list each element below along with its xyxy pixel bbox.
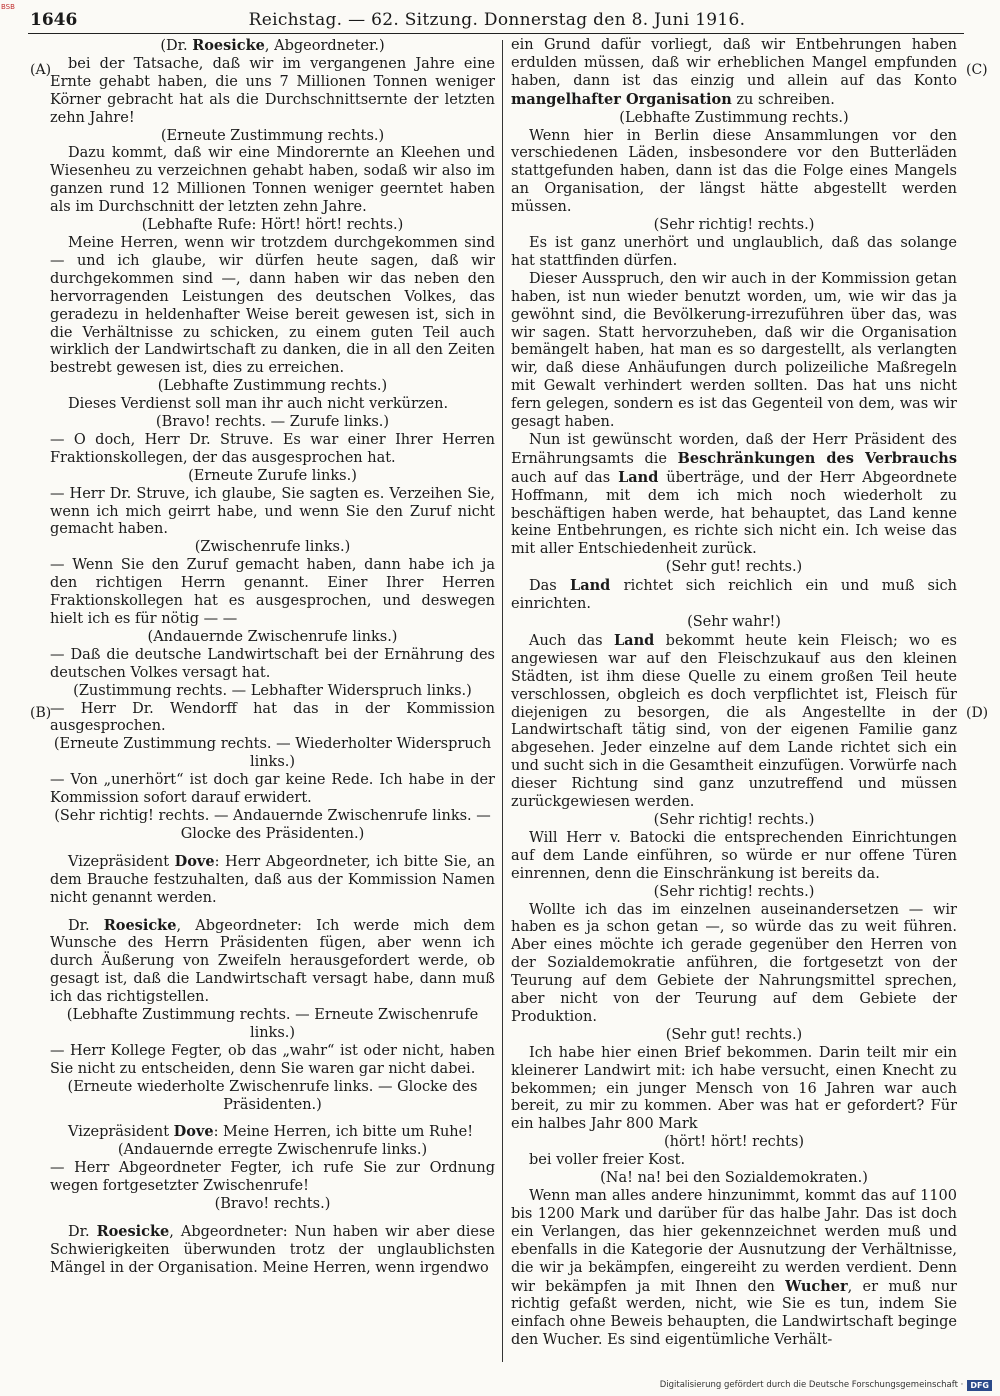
paragraph: — Herr Abgeordneter Fegter, ich rufe Sie zur Ordnung wegen fortgesetzter Zwischenrufe! xyxy=(50,1160,495,1195)
paragraph: (Lebhafte Zustimmung rechts. — Erneute Zwischenrufe links.) xyxy=(66,1007,479,1041)
paragraph: bei voller freier Kost. xyxy=(529,1152,686,1169)
paragraph: — Wenn Sie den Zuruf gemacht haben, dann habe ich ja den richtigen Herrn genannt. Einer Ihrer Herren Fraktionskollegen hat es ausgesprochen, und deswegen hielt ich es für nötig — — xyxy=(50,557,495,627)
paragraph: Wenn hier in Berlin diese Ansammlungen vor den verschiedenen Läden, insbesondere vor den Butterläden stattgefunden haben, dann ist das die Folge eines Mangels an Organisation, der längst hätte abgestellt werden müssen. xyxy=(511,127,957,216)
paragraph: (Sehr richtig! rechts.) xyxy=(653,811,815,828)
paragraph: Vizepräsident Dove: Herr Abgeordneter, ich bitte Sie, an dem Brauche festzuhalten, daß aus der Kommission Namen nicht genannt werden. xyxy=(50,852,495,906)
paragraph: (Sehr wahr!) xyxy=(687,614,781,630)
paragraph: bei der Tatsache, daß wir im vergangenen Jahre eine Ernte gehabt haben, die uns 7 Millionen Tonnen weniger Körner gebracht hat als die Durchschnittsernte der letzten zehn Jahre! xyxy=(50,55,495,126)
paragraph: (Erneute Zustimmung rechts.) xyxy=(160,127,385,144)
paragraph: Nun ist gewünscht worden, daß der Herr Präsident des Ernährungsamts die Beschränkungen des Verbrauchs auch auf das Land überträge, und der Herr Abgeordnete Hoffmann, mit dem ich mich noch wiederholt zu beschäftigen haben werde, hat behauptet, das Land kenne keine Entbehrungen, es richte sich nicht ein. Ich weise das mit aller Entschiedenheit zurück. xyxy=(511,431,957,558)
paragraph: (Erneute wiederholte Zwischenrufe links. — Glocke des Präsidenten.) xyxy=(67,1078,478,1113)
paragraph: (Na! na! bei den Sozialdemokraten.) xyxy=(600,1170,868,1187)
paragraph: ein Grund dafür vorliegt, daß wir Entbehrungen haben erdulden müssen, daß wir erheblichen Mangel empfunden haben, dann ist das einzig und allein auf das Konto mangelhafter Organisation zu schreiben. xyxy=(511,37,957,108)
paragraph: Das Land richtet sich reichlich ein und muß sich einrichten. xyxy=(511,577,957,613)
paragraph: Es ist ganz unerhört und unglaublich, daß das solange hat stattfinden dürfen. xyxy=(511,234,957,269)
dfg-logo: DFG xyxy=(967,1380,992,1391)
paragraph: Dazu kommt, daß wir eine Mindorernte an Kleehen und Wiesenheu zu verzeichnen gehabt haben, sodaß wir also im ganzen rund 12 Millionen Tonnen weniger geerntet haben als im Durchschnitt der letzten zehn Jahre. xyxy=(50,145,495,216)
paragraph: (Erneute Zustimmung rechts. — Wiederholter Widerspruch links.) xyxy=(53,736,492,771)
paragraph: Ich habe hier einen Brief bekommen. Darin teilt mir ein kleinerer Landwirt mit: ich habe versucht, einen Knecht zu bekommen; ein junger Mensch von 16 Jahren war auch bereit, zu mir zu kommen. Aber was hat er gefordert? Für ein halbes Jahr 800 Mark xyxy=(511,1044,957,1133)
paragraph: — Daß die deutsche Landwirtschaft bei der Ernährung des deutschen Volkes versagt hat. xyxy=(50,646,495,681)
left-column xyxy=(50,37,495,1365)
paragraph: (Lebhafte Rufe: Hört! hört! rechts.) xyxy=(141,217,404,234)
paragraph: (Sehr gut! rechts.) xyxy=(665,1026,803,1043)
paragraph: Meine Herren, wenn wir trotzdem durchgekommen sind — und ich glaube, wir dürfen heute sagen, daß wir durchgekommen sind —, dann haben wir das neben den hervorragenden Leistungen des deutschen Volkes, das geradezu in heldenhafter Weise bereit gewesen ist, sich in die Verhältnisse zu schicken, zu einem guten Teil auch wirklich der Landwirtschaft zu danken, die in all den Zeiten bestrebt gewesen ist, dies zu erreichen. xyxy=(50,234,495,377)
paragraph: Dr. Roesicke, Abgeordneter: Nun haben wir aber diese Schwierigkeiten überwunden trotz der unglaublichsten Mängel in der Organisation. Meine Herren, wenn irgendwo xyxy=(50,1223,495,1276)
paragraph: — Herr Dr. Struve, ich glaube, Sie sagten es. Verzeihen Sie, wenn ich mich geirrt habe, und wenn Sie den Zuruf nicht gemacht haben. xyxy=(50,485,495,538)
margin-letter-b: (B) xyxy=(30,705,52,721)
paragraph: (hört! hört! rechts) xyxy=(663,1134,805,1151)
right-column xyxy=(511,37,957,1365)
paragraph: Auch das Land bekommt heute kein Fleisch; wo es angewiesen war auf den Fleischzukauf aus den kleinen Städten, ist ihm diese Quelle zu einem großen Teil heute verschlossen, obgleich es doch verpflichtet ist, Fleisch für diejenigen zu besorgen, die als Angestellte in der Landwirtschaft tätig sind, von der eigenen Familie ganz abgesehen. Jeder einzelne auf dem Lande richtet sich ein und sucht sich in die Gesamtheit einzufügen. Vorwürfe nach dieser Richtung sind ganz unzutreffend und müssen zurückgewiesen werden. xyxy=(511,631,957,811)
paragraph: (Andauernde Zwischenrufe links.) xyxy=(147,628,398,645)
paragraph: (Sehr richtig! rechts.) xyxy=(653,217,815,234)
paragraph: (Lebhafte Zustimmung rechts.) xyxy=(619,109,849,126)
paragraph: Dieser Ausspruch, den wir auch in der Kommission getan haben, ist nun wieder benutzt worden, um, wie wir das ja gewöhnt sind, die Bevölkerung-irrezuführen über das, was wir sagen. Statt hervorzuheben, daß wir die Organisation bemängelt haben, hat man es so dargestellt, als verlangten wir, daß diese Anhäufungen durch polizeiliche Maßregeln mit Gewalt verhindert werden sollten. Das hat uns nicht fern gelegen, sondern es ist das Gegenteil von dem, was wir gesagt haben. xyxy=(511,270,957,431)
library-mark: BSB xyxy=(1,3,15,11)
running-title: Reichstag. — 62. Sitzung. Donnerstag den 8. Juni 1916. xyxy=(248,10,746,30)
margin-letter-d: (D) xyxy=(966,705,989,721)
paragraph: Dieses Verdienst soll man ihr auch nicht verkürzen. xyxy=(68,396,449,413)
footer xyxy=(660,1378,992,1392)
page-header xyxy=(30,10,964,32)
margin-letter-a: (A) xyxy=(30,62,52,78)
page-number: 1646 xyxy=(30,10,78,30)
paragraph: — Herr Dr. Wendorff hat das in der Kommission ausgesprochen. xyxy=(50,700,495,735)
paragraph: (Andauernde erregte Zwischenrufe links.) xyxy=(117,1142,428,1159)
paragraph: (Bravo! rechts.) xyxy=(214,1196,331,1213)
paragraph: Will Herr v. Batocki die entsprechenden Einrichtungen auf dem Lande einführen, so würde er nur offene Türen einrennen, denn die Einschränkung ist bereits da. xyxy=(511,829,957,882)
paragraph: Vizepräsident Dove: Meine Herren, ich bitte um Ruhe! xyxy=(68,1123,474,1141)
paragraph: Wenn man alles andere hinzunimmt, kommt das auf 1100 bis 1200 Mark und darüber für das halbe Jahr. Das ist doch ein Verlangen, das hier gekennzeichnet werden muß und ebenfalls in die Kategorie der Ausnutzung der Verhältnisse, die wir ja bekämpfen, eingereiht zu werden verdient. Denn wir bekämpfen ja mit Ihnen den Wucher, er muß nur richtig gefaßt werden, nicht, wie Sie es tun, indem Sie einfach ohne Beweis behaupten, die Landwirtschaft beginge den Wucher. Es sind eigentümliche Verhält- xyxy=(511,1188,957,1349)
paragraph: Dr. Roesicke, Abgeordneter: Ich werde mich dem Wunsche des Herrn Präsidenten fügen, aber wenn ich durch Äußerung von Zweifeln herausgefordert werde, ob gesagt ist, daß die Landwirtschaft versagt habe, dann muß ich das richtigstellen. xyxy=(50,916,495,1006)
paragraph: (Lebhafte Zustimmung rechts.) xyxy=(157,378,388,395)
paragraph: (Zwischenrufe links.) xyxy=(194,539,351,556)
paragraph: (Zustimmung rechts. — Lebhafter Widerspruch links.) xyxy=(73,682,472,699)
paragraph: — Herr Kollege Fegter, ob das „wahr“ ist oder nicht, haben Sie nicht zu entscheiden, denn Sie waren gar nicht dabei. xyxy=(50,1042,495,1077)
header-rule xyxy=(28,33,964,34)
margin-letter-c: (C) xyxy=(966,62,988,78)
paragraph: — Von „unerhört“ ist doch gar keine Rede. Ich habe in der Kommission sofort darauf erwidert. xyxy=(50,772,495,807)
paragraph: — O doch, Herr Dr. Struve. Es war einer Ihrer Herren Fraktionskollegen, der das ausgesprochen hat. xyxy=(50,431,495,466)
paragraph: (Sehr gut! rechts.) xyxy=(665,559,803,576)
paragraph: (Sehr richtig! rechts.) xyxy=(653,883,815,900)
paragraph: Wollte ich das im einzelnen auseinandersetzen — wir haben es ja schon getan —, so würde das zu weit führen. Aber eines möchte ich gerade gegenüber den Herren von der Sozialdemokratie anführen, die fortgesetzt von der Teurung auf dem Gebiete der Nahrungsmittel sprechen, aber nicht von der Teurung auf dem Gebiete der Produktion. xyxy=(511,901,957,1025)
paragraph: (Sehr richtig! rechts. — Andauernde Zwischenrufe links. — Glocke des Präsidenten.) xyxy=(54,807,491,842)
paragraph: (Bravo! rechts. — Zurufe links.) xyxy=(155,414,390,431)
footer-credit: Digitalisierung gefördert durch die Deutsche Forschungsgemeinschaft · xyxy=(659,1380,964,1390)
paragraph: (Dr. Roesicke, Abgeordneter.) xyxy=(160,37,385,54)
column-divider xyxy=(502,40,503,1362)
paragraph: (Erneute Zurufe links.) xyxy=(188,467,357,484)
